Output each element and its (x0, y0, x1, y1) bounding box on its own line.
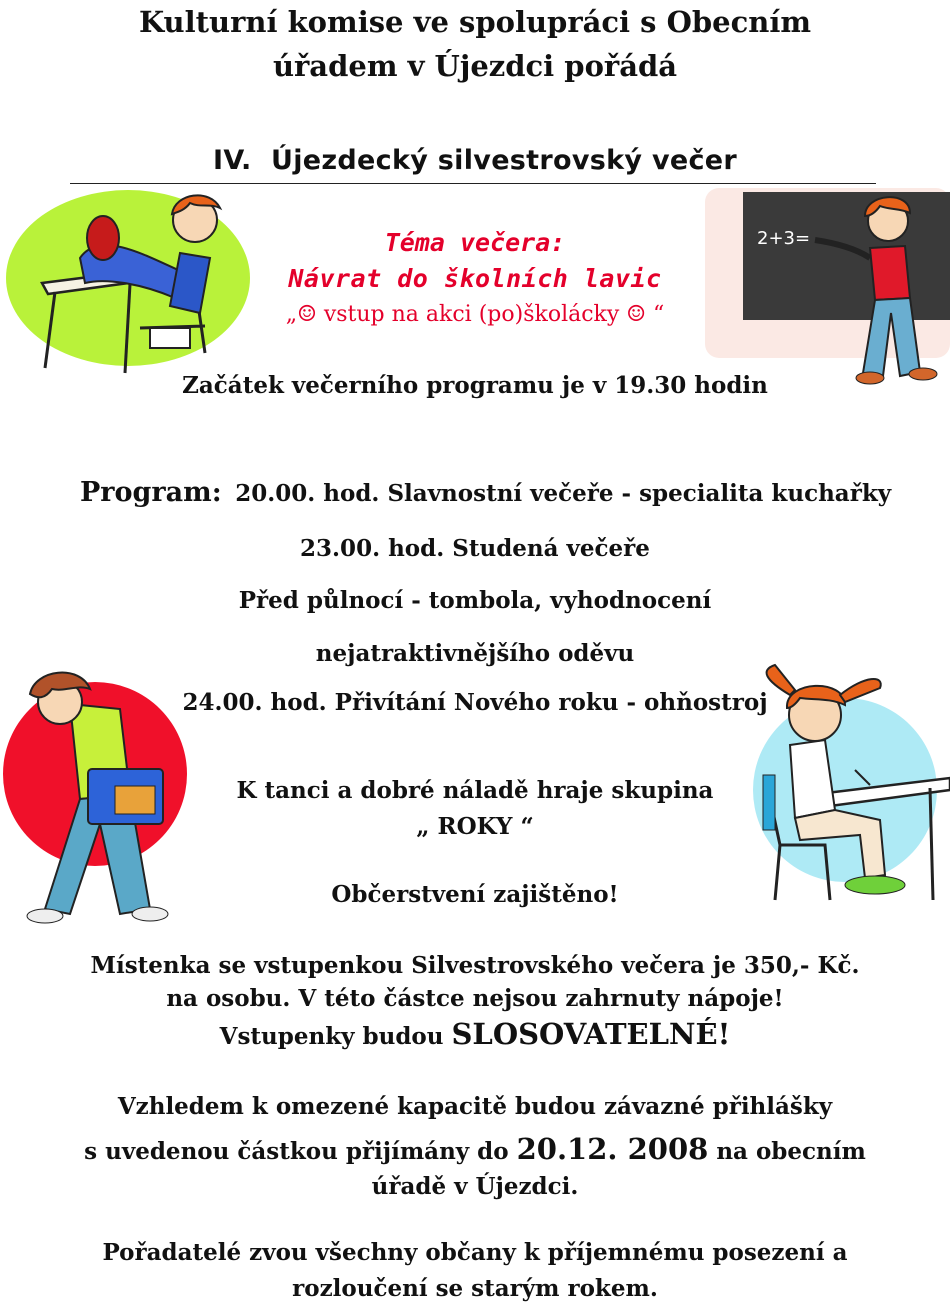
program-first-line (80, 476, 891, 513)
program-item: 24.00. hod. Přivítání Nového roku - ohňostroj (182, 689, 768, 716)
program-item: 20.00. hod. Slavnostní večeře - specialita kuchařky (235, 480, 892, 507)
registration-deadline-line (0, 1131, 950, 1170)
theme-name: Návrat do školních lavic (288, 264, 662, 293)
ticket-price: Místenka se vstupenkou Silvestrovského večera je 350,- Kč. (90, 952, 860, 979)
title-divider (70, 183, 876, 184)
ticket-raffle-prefix: Vstupenky budou (219, 1023, 452, 1050)
refreshments-note: Občerstvení zajištěno! (331, 881, 619, 908)
registration-prefix: s uvedenou částkou přijímány do (84, 1138, 517, 1165)
program-item: nejatraktivnějšího oděvu (315, 640, 635, 667)
registration-line: Vzhledem k omezené kapacitě budou závazné přihlášky (117, 1093, 833, 1120)
organizer-line-1: Kulturní komise ve spolupráci s Obecním (138, 5, 812, 39)
closing-line: rozloučení se starým rokem. (292, 1275, 658, 1302)
start-time: Začátek večerního programu je v 19.30 hodin (182, 372, 768, 399)
closing-line: Pořadatelé zvou všechny občany k příjemnému posezení a (102, 1239, 848, 1266)
program-label: Program: (80, 477, 222, 508)
theme-heading: Téma večera: (384, 228, 566, 257)
registration-date: 20.12. 2008 (516, 1132, 709, 1166)
ticket-note: na osobu. V této částce nejsou zahrnuty nápoje! (166, 985, 784, 1012)
registration-place: úřadě v Újezdci. (371, 1173, 579, 1200)
theme-tagline: „☺ vstup na akci (po)školácky ☺ “ (285, 302, 665, 327)
registration-suffix: na obecním (708, 1138, 866, 1165)
program-item: Před půlnocí - tombola, vyhodnocení (238, 587, 712, 614)
event-title: IV. Újezdecký silvestrovský večer (212, 145, 738, 176)
ticket-raffle-emphasis: SLOSOVATELNÉ! (451, 1017, 731, 1051)
music-line: K tanci a dobré náladě hraje skupina (236, 777, 714, 804)
band-name: „ ROKY “ (416, 813, 534, 840)
svg-text:2+3=: 2+3= (757, 228, 811, 249)
program-item: 23.00. hod. Studená večeře (300, 535, 650, 562)
organizer-line-2: úřadem v Újezdci pořádá (272, 49, 678, 83)
ticket-raffle (0, 1019, 950, 1052)
